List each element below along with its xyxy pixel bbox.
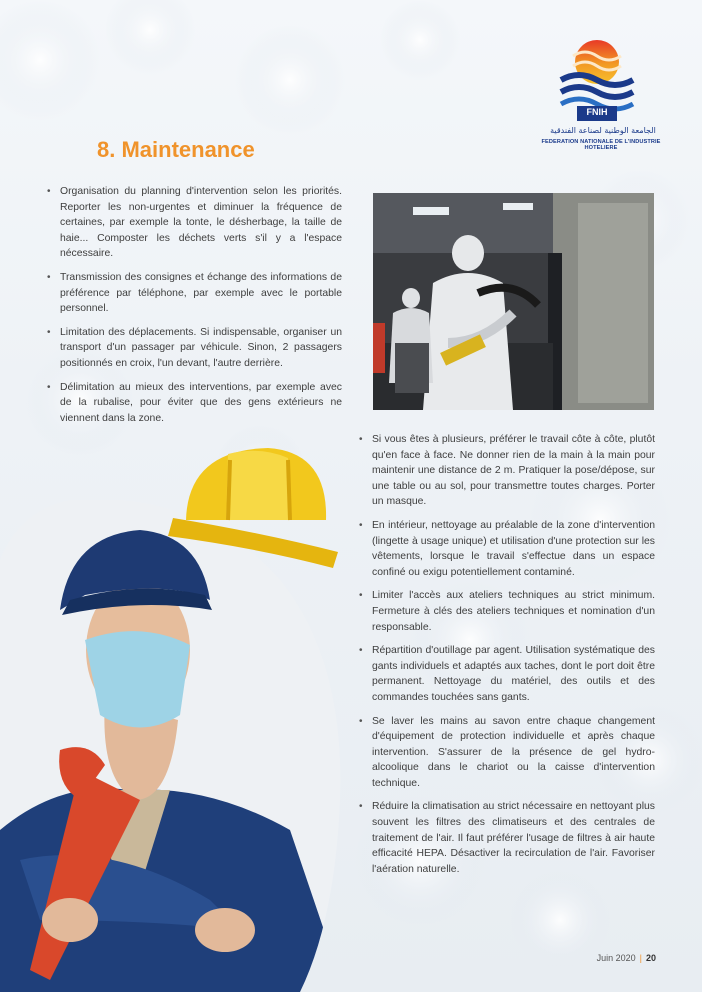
disinfection-photo xyxy=(373,193,654,410)
bullet-dot-icon: • xyxy=(359,715,363,727)
list-item-text: Limiter l'accès aux ateliers techniques au strict minimum. Fermeture à clés des ateliers techniques et nomination d'un responsable. xyxy=(372,590,655,633)
bullet-dot-icon: • xyxy=(359,801,363,813)
list-item xyxy=(358,432,655,510)
list-item-text: Réduire la climatisation au strict nécessaire en nettoyant plus souvent les filtres des climatiseurs et des centrales de traitement de l'air. Il faut préférer l'usage de filtres à air haute efficacité HEPA. Désactiver la recirculation de l'air. Favoriser l'aération naturelle. xyxy=(372,801,655,875)
bullet-dot-icon: • xyxy=(359,590,363,602)
footer-separator: | xyxy=(639,953,642,963)
list-item xyxy=(358,643,655,705)
list-item xyxy=(358,588,655,635)
list-item-text: Répartition d'outillage par agent. Utilisation systématique des gants individuels et adaptés aux taches, dont le port doit être permanent. Nettoyage du matériel, des outils et des commandes touchées sans gants. xyxy=(372,645,655,703)
bullet-dot-icon: • xyxy=(47,326,51,338)
bullet-dot-icon: • xyxy=(359,434,363,445)
list-item-text: Se laver les mains au savon entre chaque changement d'équipement de protection individuelle et après chaque intervention. S'assurer de la présence de gel hydro-alcoolique dans le chariot ou la caisse d'intervention technique. xyxy=(372,715,655,789)
list-item-text: Délimitation au mieux des interventions, par exemple avec de la rubalise, pour éviter que des gens extérieurs ne viennent dans la zone. xyxy=(60,381,342,424)
left-column xyxy=(46,184,342,434)
left-bullet-list xyxy=(46,184,342,426)
page-number: 20 xyxy=(645,953,656,963)
bullet-dot-icon: • xyxy=(47,186,51,197)
list-item xyxy=(358,799,655,877)
list-item-text: Transmission des consignes et échange des informations de préférence par téléphone, par exemple avec le portable personnel. xyxy=(60,271,342,315)
logo-french-text: FEDERATION NATIONALE DE L'INDUSTRIE HOTELIERE xyxy=(541,139,661,151)
footer-date: Juin 2020 xyxy=(596,953,636,963)
right-column xyxy=(358,432,655,885)
right-bullet-list xyxy=(358,432,655,877)
list-item xyxy=(358,518,655,580)
bullet-dot-icon: • xyxy=(47,381,51,393)
list-item xyxy=(358,714,655,792)
list-item-text: Organisation du planning d'intervention selon les priorités. Reporter les non-urgentes et diminuer la fréquence de certaines, par exemple la tonte, le désherbage, la taille de haie... Composter les déchets verts s'il y a l'espace nécessaire. xyxy=(60,186,342,260)
bullet-dot-icon: • xyxy=(359,519,363,531)
list-item-text: Limitation des déplacements. Si indispensable, organiser un transport d'un passager par véhicule. Sinon, 2 passagers positionnés en croix, l'un devant, l'autre derrière. xyxy=(60,326,342,369)
section-title: 8. Maintenance xyxy=(97,137,255,162)
logo-acronym: FNIH xyxy=(586,107,608,117)
list-item-text: En intérieur, nettoyage au préalable de la zone d'intervention (lingette à usage unique) et utilisation d'une protection sur les vêtements, lorsque le travail s'effectue dans un espace confiné ou exigu potentiellement contaminé. xyxy=(372,519,655,578)
logo-arabic-text: الجامعة الوطنية لصناعة الفندقية xyxy=(550,126,656,135)
list-item xyxy=(46,270,342,317)
list-item-text: Si vous êtes à plusieurs, préférer le travail côte à côte, plutôt qu'en face à face. Ne donner rien de la main à la main pour maintenir une distance de 2 m. Pratiquer la pose/dépose, sur une table ou au sol, pour transmettre toutes charges. Porter un masque. xyxy=(372,434,655,508)
page-footer xyxy=(597,953,656,963)
list-item xyxy=(46,184,342,262)
list-item xyxy=(46,325,342,372)
bullet-dot-icon: • xyxy=(47,271,51,283)
list-item xyxy=(46,380,342,427)
hard-hat-image xyxy=(168,440,340,578)
bullet-dot-icon: • xyxy=(359,645,363,657)
